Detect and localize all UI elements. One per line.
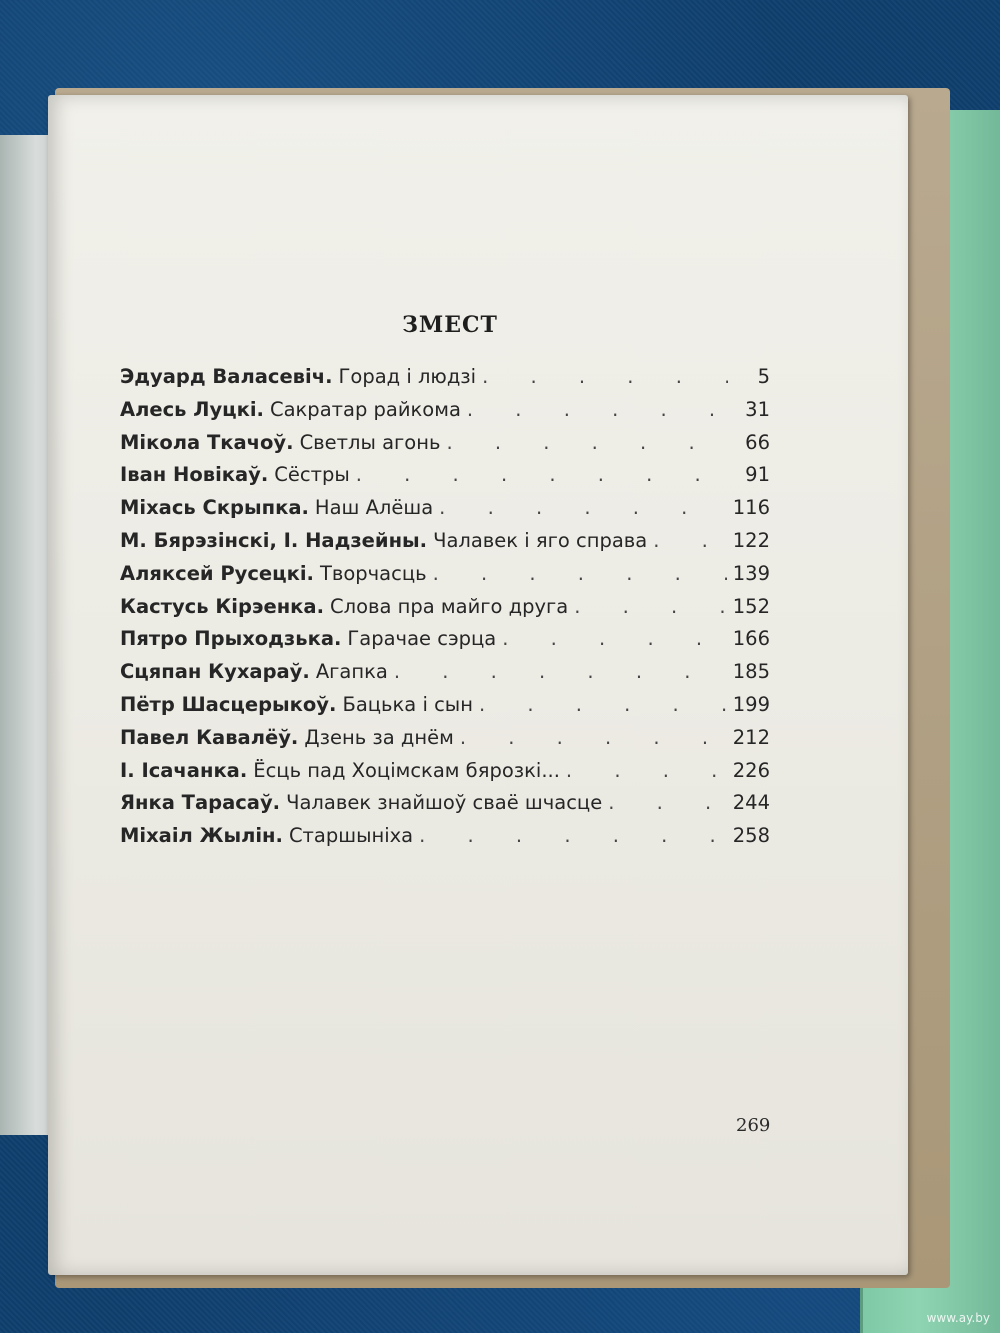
toc-work: Ёсць пад Хоцімскам бярозкі... bbox=[253, 758, 560, 782]
toc-entry bbox=[120, 365, 770, 398]
toc-author: Іван Новікаў. bbox=[120, 463, 269, 487]
toc-author: М. Бярэзінскі, І. Надзейны. bbox=[120, 528, 428, 552]
toc-author: Міхаіл Жылін. bbox=[120, 824, 283, 848]
toc-leader-dots bbox=[439, 496, 727, 519]
toc-entry bbox=[120, 759, 770, 792]
toc-page-number: 5 bbox=[757, 365, 770, 388]
toc-author: Міхась Скрыпка. bbox=[120, 496, 309, 520]
toc-page-number: 139 bbox=[732, 561, 770, 585]
toc-leader-dots bbox=[356, 463, 728, 486]
toc-entry bbox=[120, 529, 770, 562]
toc-entry bbox=[120, 693, 770, 726]
toc-work: Сёстры bbox=[274, 463, 350, 487]
toc-author: Мікола Ткачоў. bbox=[120, 430, 294, 454]
toc-page-number: 244 bbox=[732, 791, 770, 815]
toc-entry bbox=[120, 398, 770, 431]
toc-entry bbox=[120, 791, 770, 824]
watermark: www.ay.by bbox=[926, 1311, 990, 1325]
toc-page-number: 152 bbox=[732, 594, 770, 618]
toc-work: Творчасць bbox=[319, 561, 427, 585]
toc-author: Эдуард Валасевіч. bbox=[120, 365, 333, 388]
toc-author: Павел Кавалёў. bbox=[120, 725, 299, 749]
toc-work: Чалавек знайшоў сваё шчасце bbox=[286, 791, 603, 815]
toc-author: Аляксей Русецкі. bbox=[120, 561, 314, 585]
toc-author: Пётр Шасцерыкоў. bbox=[120, 692, 337, 716]
toc-leader-dots bbox=[482, 365, 728, 388]
toc-entry bbox=[120, 431, 770, 464]
toc-page-number: 258 bbox=[732, 824, 770, 848]
toc-author: Алесь Луцкі. bbox=[120, 397, 264, 421]
toc-leader-dots bbox=[446, 431, 728, 454]
toc-entry bbox=[120, 726, 770, 759]
toc-entry bbox=[120, 660, 770, 693]
toc-entry bbox=[120, 562, 770, 595]
toc-author: Сцяпан Кухараў. bbox=[120, 660, 310, 684]
toc-leader-dots bbox=[467, 398, 728, 421]
toc-leader-dots bbox=[460, 726, 727, 749]
toc-page-number: 185 bbox=[732, 660, 770, 684]
toc-work: Дзень за днём bbox=[304, 725, 454, 749]
toc-author: І. Ісачанка. bbox=[120, 758, 248, 782]
table-of-contents bbox=[120, 365, 770, 857]
toc-author: Янка Тарасаў. bbox=[120, 791, 281, 815]
toc-work: Агапка bbox=[315, 660, 388, 684]
toc-leader-dots bbox=[479, 693, 727, 716]
toc-work: Старшыніха bbox=[288, 824, 414, 848]
page-title: ЗМЕСТ bbox=[402, 312, 498, 338]
toc-page-number: 116 bbox=[732, 496, 770, 520]
toc-page-number: 166 bbox=[732, 627, 770, 651]
toc-page-number: 91 bbox=[745, 463, 770, 487]
toc-leader-dots bbox=[608, 791, 727, 814]
toc-leader-dots bbox=[433, 562, 727, 585]
toc-entry bbox=[120, 463, 770, 496]
toc-leader-dots bbox=[502, 627, 727, 650]
toc-page-number: 226 bbox=[732, 758, 770, 782]
toc-leader-dots bbox=[566, 759, 727, 782]
page-number: 269 bbox=[736, 1115, 771, 1136]
toc-entry bbox=[120, 824, 770, 857]
toc-author: Кастусь Кірэенка. bbox=[120, 594, 324, 618]
toc-work: Чалавек і яго справа bbox=[433, 528, 648, 552]
toc-page-number: 199 bbox=[732, 692, 770, 716]
toc-page-number: 66 bbox=[745, 430, 770, 454]
toc-author: Пятро Прыходзька. bbox=[120, 627, 342, 651]
toc-work: Светлы агонь bbox=[299, 430, 441, 454]
toc-leader-dots bbox=[419, 824, 727, 847]
toc-leader-dots bbox=[653, 529, 727, 552]
toc-entry bbox=[120, 595, 770, 628]
toc-work: Гарачае сэрца bbox=[347, 627, 497, 651]
toc-entry bbox=[120, 627, 770, 660]
toc-work: Сакратар райкома bbox=[269, 397, 461, 421]
toc-page-number: 122 bbox=[732, 528, 770, 552]
toc-work: Бацька і сын bbox=[342, 692, 473, 716]
toc-page-number: 31 bbox=[745, 397, 770, 421]
toc-work: Наш Алёша bbox=[314, 496, 434, 520]
toc-work: Горад і людзі bbox=[338, 365, 477, 388]
toc-entry bbox=[120, 496, 770, 529]
toc-leader-dots bbox=[394, 660, 727, 683]
toc-page-number: 212 bbox=[732, 725, 770, 749]
toc-work: Слова пра майго друга bbox=[330, 594, 569, 618]
toc-leader-dots bbox=[574, 595, 727, 618]
